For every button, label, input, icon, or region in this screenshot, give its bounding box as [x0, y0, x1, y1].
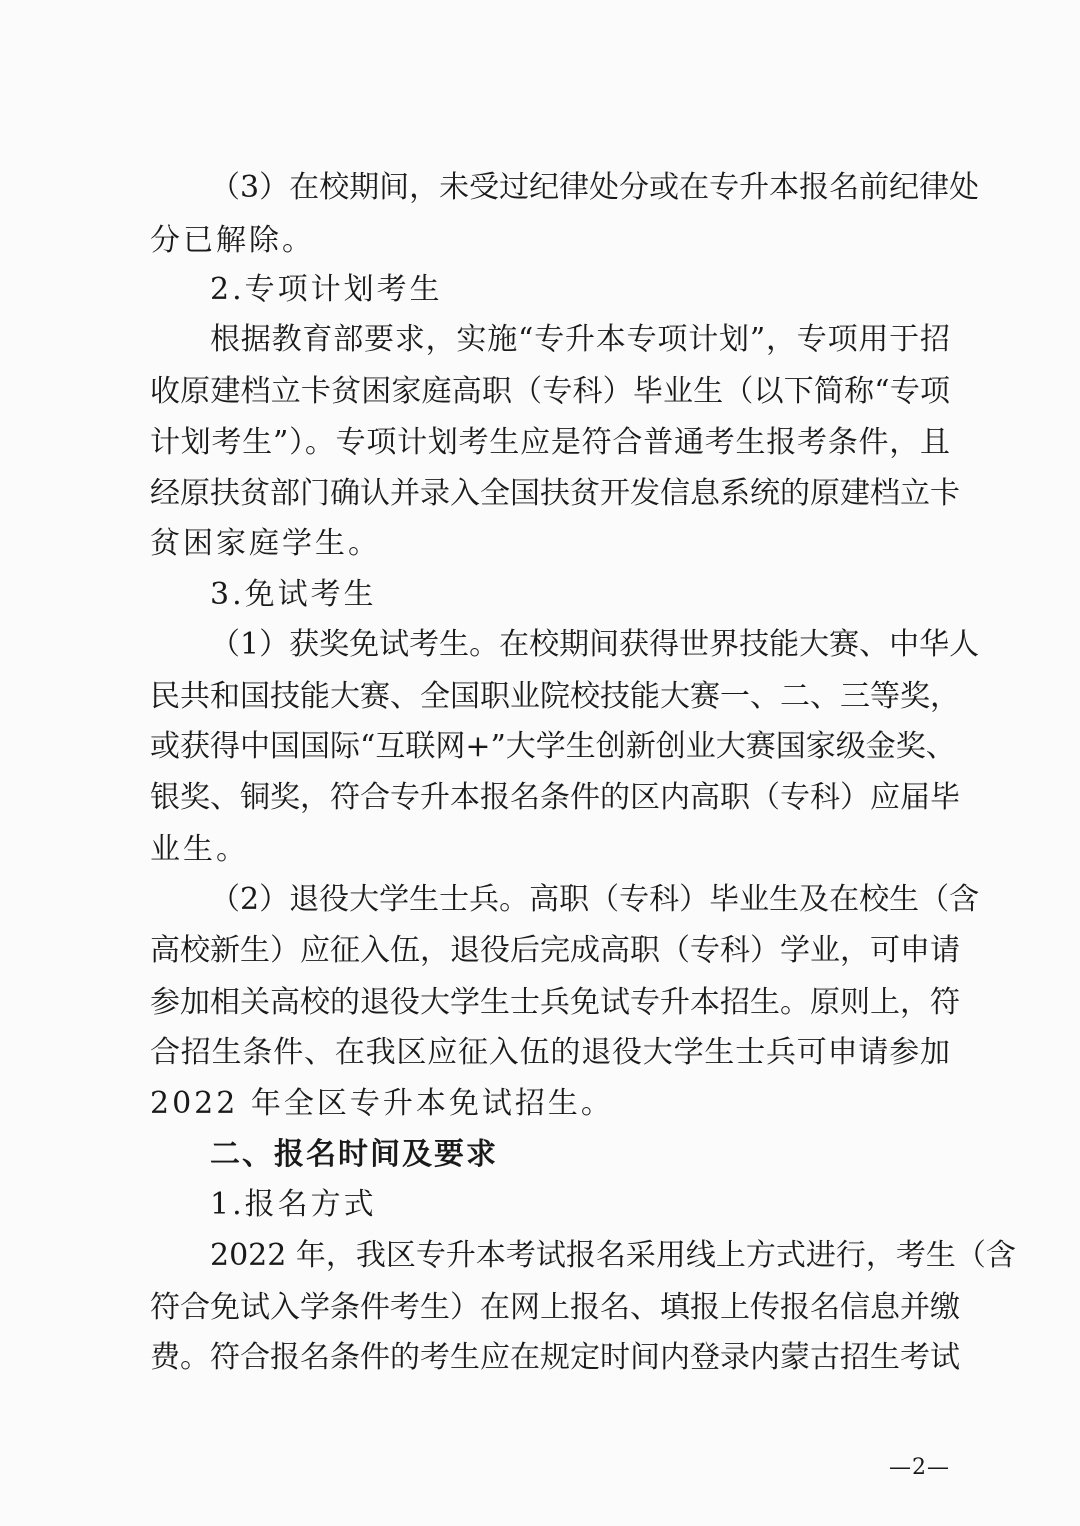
paragraph-line: 经原扶贫部门确认并录入全国扶贫开发信息系统的原建档立卡: [150, 476, 960, 511]
section-subheading: 1.报名方式: [210, 1187, 377, 1222]
paragraph-line: 符合免试入学条件考生）在网上报名、填报上传报名信息并缴: [150, 1290, 960, 1325]
paragraph-line: 或获得中国国际“互联网+”大学生创新创业大赛国家级金奖、: [150, 729, 956, 764]
paragraph-line: 贫困家庭学生。: [150, 526, 381, 561]
paragraph-line: （2）退役大学生士兵。高职（专科）毕业生及在校生（含: [210, 882, 980, 917]
paragraph-line: 分已解除。: [150, 223, 315, 258]
paragraph-line: 2022 年全区专升本免试招生。: [150, 1086, 614, 1121]
paragraph-line: 参加相关高校的退役大学生士兵免试专升本招生。原则上，符: [150, 985, 960, 1020]
section-subheading: 3.免试考生: [210, 577, 377, 612]
paragraph-line: 业生。: [150, 832, 249, 867]
paragraph-line: 民共和国技能大赛、全国职业院校技能大赛一、二、三等奖，: [150, 679, 960, 714]
paragraph-line: 收原建档立卡贫困家庭高职（专科）毕业生（以下简称“专项: [150, 374, 950, 409]
paragraph-line: 费。符合报名条件的考生应在规定时间内登录内蒙古招生考试: [150, 1340, 960, 1375]
paragraph-line: （3）在校期间，未受过纪律处分或在专升本报名前纪律处: [210, 170, 980, 205]
paragraph-line: 合招生条件、在我区应征入伍的退役大学生士兵可申请参加: [150, 1035, 950, 1070]
paragraph-line: 2022 年，我区专升本考试报名采用线上方式进行，考生（含: [210, 1238, 1016, 1273]
page-number: —2—: [889, 1455, 950, 1480]
section-subheading: 2.专项计划考生: [210, 272, 443, 307]
paragraph-line: 计划考生”）。专项计划考生应是符合普通考生报考条件，且: [150, 425, 950, 460]
section-heading: 二、报名时间及要求: [210, 1137, 498, 1172]
paragraph-line: 高校新生）应征入伍，退役后完成高职（专科）学业，可申请: [150, 933, 960, 968]
paragraph-line: （1）获奖免试考生。在校期间获得世界技能大赛、中华人: [210, 627, 980, 662]
paragraph-line: 银奖、铜奖，符合专升本报名条件的区内高职（专科）应届毕: [150, 780, 960, 815]
paragraph-line: 根据教育部要求，实施“专升本专项计划”，专项用于招: [210, 322, 950, 357]
